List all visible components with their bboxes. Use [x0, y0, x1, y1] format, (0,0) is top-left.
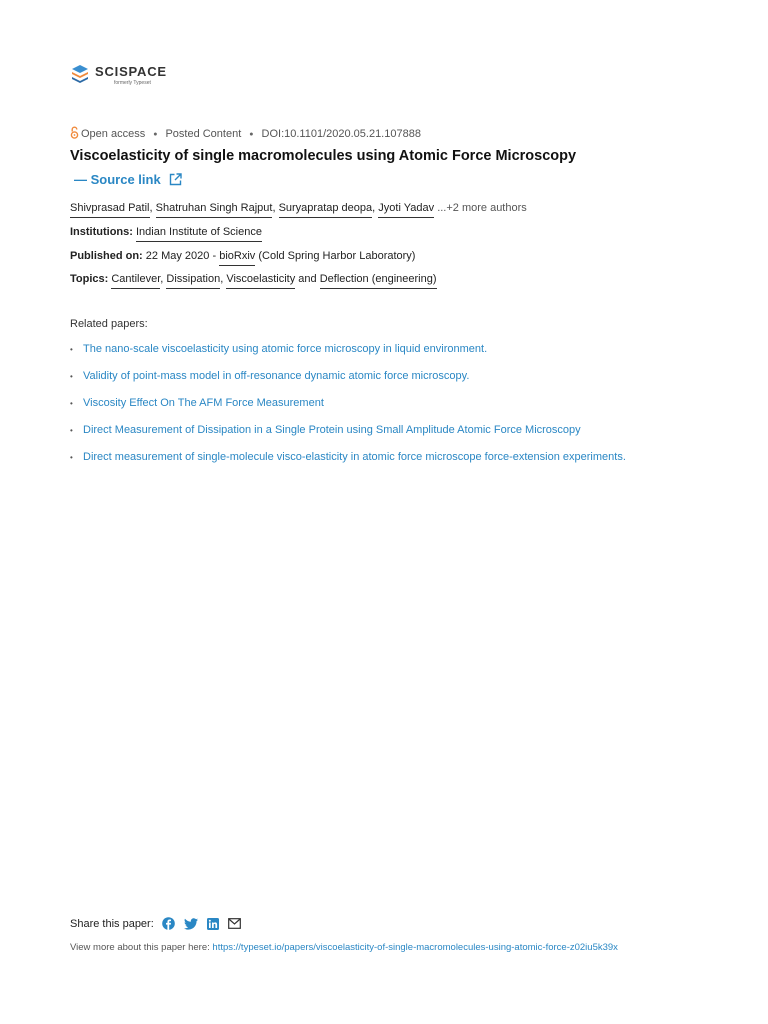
topics-joiner: and — [298, 273, 317, 285]
related-paper-link[interactable]: Direct measurement of single-molecule visco-elasticity in atomic force microscope force-extension experiments. — [83, 451, 626, 463]
bullet: • — [70, 372, 73, 381]
author-link[interactable]: Suryapratap deopa — [279, 202, 373, 218]
topic-link[interactable]: Deflection (engineering) — [320, 273, 437, 289]
logo-name: SCISPACE — [95, 64, 167, 79]
related-paper-link[interactable]: The nano-scale viscoelasticity using atomic force microscopy in liquid environment. — [83, 343, 488, 355]
paper-url-link[interactable]: https://typeset.io/papers/viscoelasticity-of-single-macromolecules-using-atomic-force-z02iu5k39x — [212, 942, 618, 953]
twitter-icon[interactable] — [184, 918, 198, 930]
published-label: Published on: — [70, 250, 143, 262]
author-link[interactable]: Jyoti Yadav — [378, 202, 434, 218]
meta-separator: ● — [153, 130, 158, 138]
bullet: • — [70, 399, 73, 408]
related-paper-item[interactable] — [70, 369, 626, 396]
view-more-label: View more about this paper here: — [70, 942, 210, 953]
meta-separator: ● — [249, 130, 254, 138]
facebook-icon[interactable] — [162, 917, 175, 930]
linkedin-icon[interactable] — [207, 918, 219, 930]
scispace-logo[interactable] — [70, 64, 167, 86]
external-link-icon — [169, 173, 182, 186]
related-paper-link[interactable]: Direct Measurement of Dissipation in a Single Protein using Small Amplitude Atomic Force Microscopy — [83, 424, 581, 436]
more-authors[interactable]: ...+2 more authors — [437, 202, 527, 214]
authors: Shivprasad Patil, Shatruhan Singh Rajput, Suryapratap deopa, Jyoti Yadav ...+2 more authors — [70, 202, 527, 214]
paper-meta — [70, 126, 421, 142]
related-papers-heading: Related papers: — [70, 318, 148, 330]
related-paper-link[interactable]: Viscosity Effect On The AFM Force Measurement — [83, 397, 324, 409]
source-link-label: — Source link — [74, 172, 161, 187]
share-label: Share this paper: — [70, 917, 154, 930]
topic-link[interactable]: Viscoelasticity — [226, 273, 295, 289]
topics: Topics: Cantilever, Dissipation, Viscoelasticity and Deflection (engineering) — [70, 273, 437, 285]
topic-link[interactable]: Dissipation — [166, 273, 220, 289]
paper-title: Viscoelasticity of single macromolecules using Atomic Force Microscopy — [70, 148, 577, 164]
scispace-logo-icon — [70, 64, 90, 84]
email-icon[interactable] — [228, 918, 241, 929]
institutions — [70, 226, 262, 238]
published-dash: - — [212, 250, 217, 262]
related-paper-item[interactable] — [70, 450, 626, 477]
published-date: 22 May 2020 — [145, 250, 210, 262]
institution-link[interactable]: Indian Institute of Science — [136, 226, 262, 242]
related-paper-item[interactable] — [70, 423, 626, 450]
bullet: • — [70, 345, 73, 354]
institutions-label: Institutions: — [70, 226, 133, 238]
venue-link[interactable]: bioRxiv — [219, 250, 255, 266]
open-access-icon — [70, 126, 79, 142]
topics-label: Topics: — [70, 273, 109, 285]
related-paper-item[interactable] — [70, 396, 626, 423]
doi: DOI:10.1101/2020.05.21.107888 — [261, 128, 421, 140]
share-bar — [70, 917, 250, 930]
open-access-label: Open access — [81, 128, 146, 140]
bullet: • — [70, 426, 73, 435]
related-papers-list — [70, 342, 626, 477]
publisher: (Cold Spring Harbor Laboratory) — [258, 250, 416, 262]
related-paper-link[interactable]: Validity of point-mass model in off-resonance dynamic atomic force microscopy. — [83, 370, 470, 382]
published-on — [70, 250, 415, 262]
view-more — [70, 943, 670, 953]
source-link[interactable] — [74, 172, 182, 187]
topic-link[interactable]: Cantilever — [111, 273, 160, 289]
author-link[interactable]: Shivprasad Patil — [70, 202, 150, 218]
content-type: Posted Content — [165, 128, 242, 140]
author-link[interactable]: Shatruhan Singh Rajput — [156, 202, 273, 218]
related-paper-item[interactable] — [70, 342, 626, 369]
logo-subtitle: formerly Typeset — [114, 80, 151, 86]
bullet: • — [70, 453, 73, 462]
